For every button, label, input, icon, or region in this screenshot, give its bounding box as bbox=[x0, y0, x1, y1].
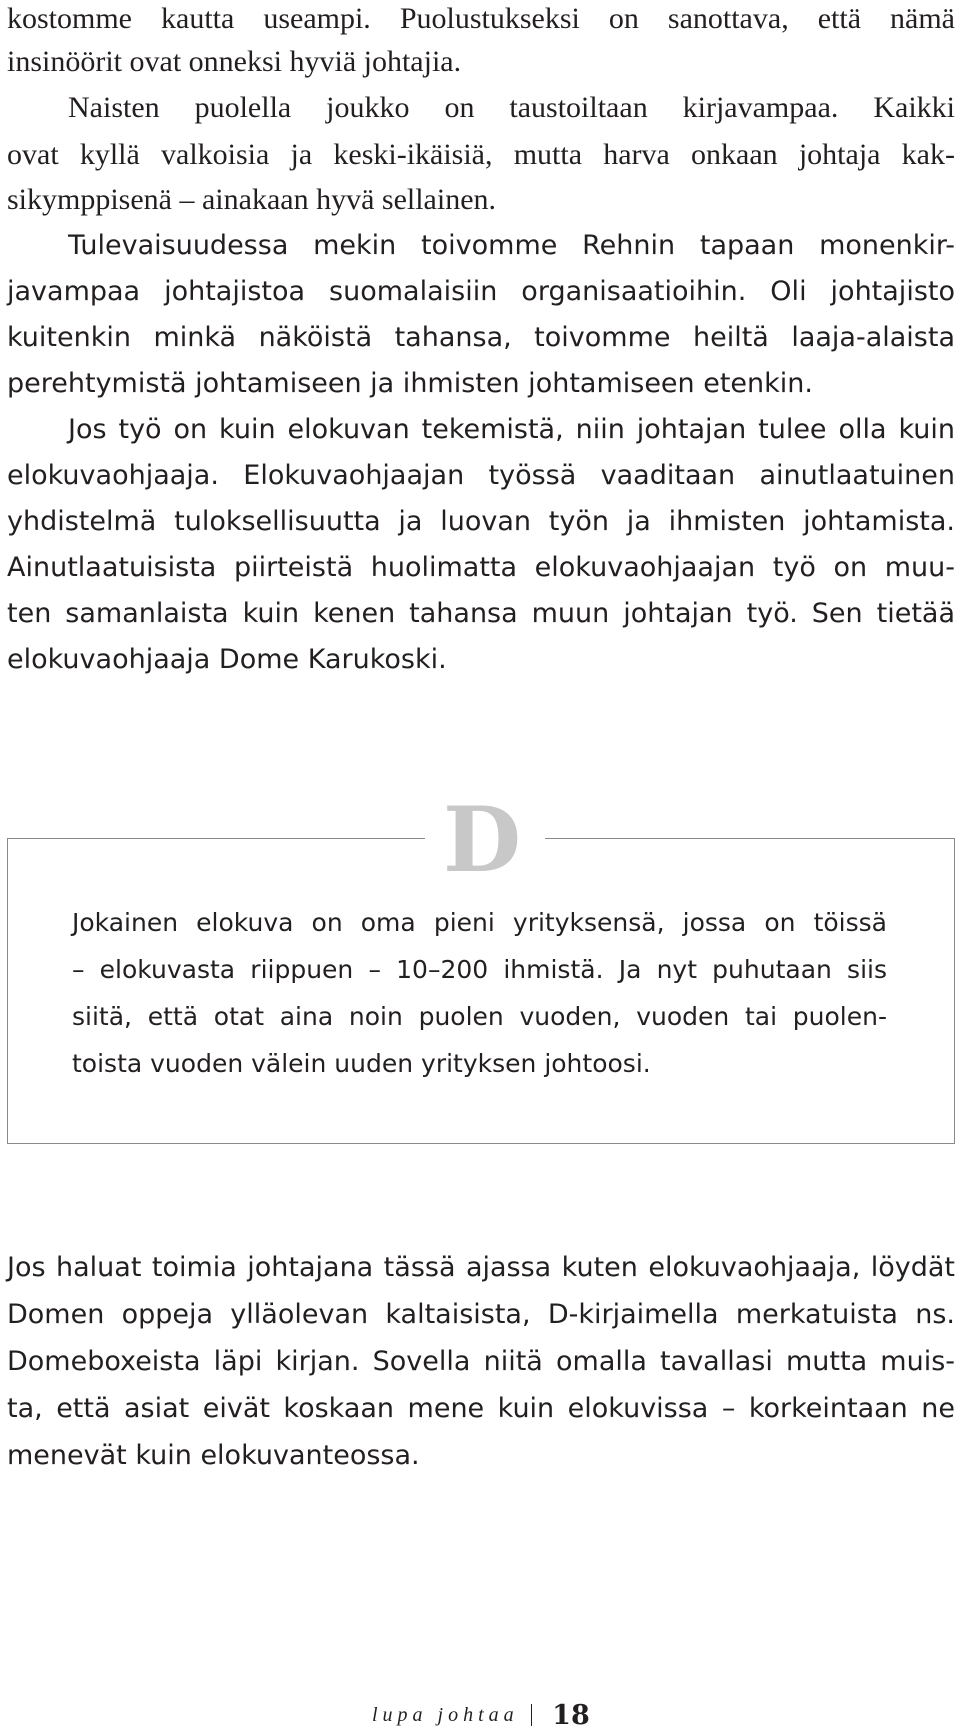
domebox-quote-line: toista vuoden välein uuden yrityksen johtoosi. bbox=[72, 1049, 651, 1078]
body-text-line: insinöörit ovat onneksi hyviä johtajia. bbox=[7, 45, 462, 78]
body-text-line: Domeboxeista läpi kirjan. Sovella niitä omalla tavallasi mutta muis- bbox=[7, 1346, 955, 1377]
body-text-line: javampaa johtajistoa suomalaisiin organisaatioihin. Oli johtajisto bbox=[7, 276, 955, 307]
footer-divider bbox=[531, 1704, 533, 1726]
body-text-line: ta, että asiat eivät koskaan mene kuin elokuvissa – korkeintaan ne bbox=[7, 1393, 955, 1424]
domebox-quote-line: Jokainen elokuva on oma pieni yrityksensä, jossa on töissä bbox=[72, 908, 887, 937]
domebox-quote-line: siitä, että otat aina noin puolen vuoden, vuoden tai puolen- bbox=[72, 1002, 887, 1031]
body-text-line: perehtymistä johtamiseen ja ihmisten johtamiseen etenkin. bbox=[7, 368, 813, 399]
body-text-line: Jos työ on kuin elokuvan tekemistä, niin johtajan tulee olla kuin bbox=[68, 414, 955, 445]
body-text-line: elokuvaohjaaja. Elokuvaohjaajan työssä vaaditaan ainutlaatuinen bbox=[7, 460, 955, 491]
body-text-line: yhdistelmä tuloksellisuutta ja luovan työn ja ihmisten johtamista. bbox=[7, 506, 955, 537]
running-title: lupa johtaa bbox=[372, 1703, 519, 1726]
body-text-line: elokuvaohjaaja Dome Karukoski. bbox=[7, 644, 447, 675]
body-text-line: ten samanlaista kuin kenen tahansa muun johtajan työ. Sen tietää bbox=[7, 598, 955, 629]
page-footer bbox=[372, 1700, 590, 1730]
page-number: 18 bbox=[552, 1699, 590, 1731]
body-text-line: Domen oppeja ylläolevan kaltaisista, D-kirjaimella merkatuista ns. bbox=[7, 1299, 955, 1330]
body-text-line: sikymppisenä – ainakaan hyvä sellainen. bbox=[7, 183, 497, 216]
body-text-line: Jos haluat toimia johtajana tässä ajassa kuten elokuvaohjaaja, löydät bbox=[7, 1252, 955, 1283]
body-text-line: menevät kuin elokuvanteossa. bbox=[7, 1440, 420, 1471]
domebox bbox=[7, 839, 955, 1144]
body-text-line: kuitenkin minkä näköistä tahansa, toivomme heiltä laaja-alaista bbox=[7, 322, 955, 353]
domebox-letter-icon: D bbox=[443, 787, 522, 893]
body-text-line: ovat kyllä valkoisia ja keski-ikäisiä, mutta harva onkaan johtaja kak- bbox=[7, 138, 955, 171]
body-text-line: Tulevaisuudessa mekin toivomme Rehnin tapaan monenkir- bbox=[68, 230, 955, 261]
domebox-quote-line: – elokuvasta riippuen – 10–200 ihmistä. Ja nyt puhutaan siis bbox=[72, 955, 887, 984]
body-text-line: kostomme kautta useampi. Puolustukseksi on sanottava, että nämä bbox=[7, 2, 955, 35]
body-text-line: Naisten puolella joukko on taustoiltaan kirjavampaa. Kaikki bbox=[68, 91, 955, 124]
body-text-line: Ainutlaatuisista piirteistä huolimatta elokuvaohjaajan työ on muu- bbox=[7, 552, 955, 583]
